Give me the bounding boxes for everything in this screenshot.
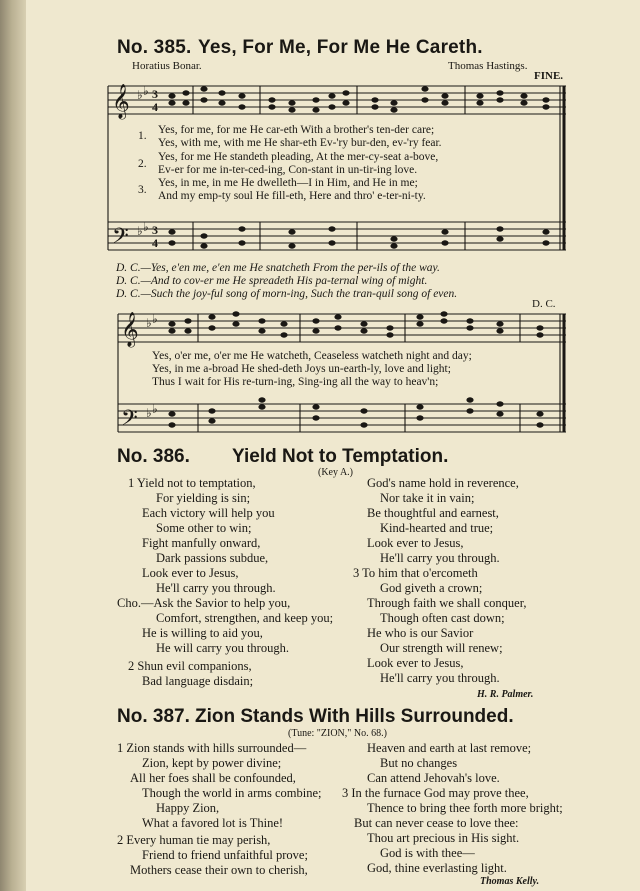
dc-line: D. C.—Yes, e'en me, e'en me He snatcheth From the per-ils of the way. bbox=[116, 262, 440, 274]
svg-text:4: 4 bbox=[152, 100, 158, 114]
svg-text:♭: ♭ bbox=[137, 88, 143, 102]
verse-line: God's name hold in reverence, bbox=[367, 476, 519, 490]
svg-text:♭: ♭ bbox=[146, 406, 152, 420]
verse-line: 1 Zion stands with hills surrounded— bbox=[117, 741, 307, 755]
lyric-line: And my emp-ty soul He fill-eth, Here and thro' e-ter-ni-ty. bbox=[158, 190, 426, 202]
svg-text:♭: ♭ bbox=[143, 220, 149, 234]
svg-text:𝄢: 𝄢 bbox=[121, 406, 138, 436]
fine-marking: FINE. bbox=[534, 70, 564, 82]
verse-line: Through faith we shall conquer, bbox=[367, 596, 527, 610]
lyric-line: Yes, for me, for me He car-eth With a brother's ten-der care; bbox=[158, 124, 435, 136]
svg-text:♭: ♭ bbox=[143, 84, 149, 98]
verse-line: Bad language disdain; bbox=[142, 674, 254, 688]
chorus-line: Comfort, strengthen, and keep you; bbox=[156, 611, 334, 625]
verse-line: Kind-hearted and true; bbox=[380, 521, 494, 535]
verse-line: God is with thee— bbox=[380, 846, 475, 860]
hymn-387-tune: (Tune: "ZION," No. 68.) bbox=[288, 728, 387, 739]
verse-line: Some other to win; bbox=[156, 521, 252, 535]
verse-line: Nor take it in vain; bbox=[380, 491, 475, 505]
verse-line: Thou art precious in His sight. bbox=[367, 831, 520, 845]
verse-line: Look ever to Jesus, bbox=[367, 656, 464, 670]
verse-line: 2 Every human tie may perish, bbox=[117, 833, 271, 847]
lyric-line: Thus I wait for His re-turn-ing, Sing-ing all the way to heav'n; bbox=[152, 376, 439, 388]
verse-line: Look ever to Jesus, bbox=[142, 566, 239, 580]
lyric-line: Yes, for me He standeth pleading, At the mer-cy-seat a-bove, bbox=[158, 151, 439, 163]
hymn-385-author: Horatius Bonar. bbox=[132, 60, 202, 72]
svg-text:♭: ♭ bbox=[137, 224, 143, 238]
svg-text:𝄞: 𝄞 bbox=[121, 312, 139, 347]
hymn-385-number: No. 385. bbox=[117, 37, 192, 58]
verse-line: He'll carry you through. bbox=[380, 671, 500, 685]
dc-marking: D. C. bbox=[532, 298, 556, 310]
verse-line: Happy Zion, bbox=[156, 801, 220, 815]
verse-line: Heaven and earth at last remove; bbox=[367, 741, 532, 755]
verse-line: Zion, kept by power divine; bbox=[142, 756, 282, 770]
verse-line: Friend to friend unfaithful prove; bbox=[142, 848, 308, 862]
verse-line: 3 To him that o'ercometh bbox=[353, 566, 478, 580]
hymn-387-number: No. 387. bbox=[117, 706, 190, 727]
svg-text:3: 3 bbox=[152, 223, 158, 237]
svg-text:4: 4 bbox=[152, 236, 158, 250]
bass-staff-2 bbox=[118, 404, 566, 432]
verse-line: Can attend Jehovah's love. bbox=[367, 771, 500, 785]
chorus-line: Cho.—Ask the Savior to help you, bbox=[117, 596, 291, 610]
verse-line: He who is our Savior bbox=[367, 626, 474, 640]
verse-line: Mothers cease their own to cherish, bbox=[130, 863, 308, 877]
verse-line: Look ever to Jesus, bbox=[367, 536, 464, 550]
verse-line: God, thine everlasting light. bbox=[367, 861, 507, 875]
verse-line: He'll carry you through. bbox=[156, 581, 276, 595]
bass-staff-1 bbox=[108, 222, 566, 250]
verse-line: Our strength will renew; bbox=[380, 641, 503, 655]
hymn-385-composer: Thomas Hastings. bbox=[448, 60, 528, 72]
verse-line: But can never cease to love thee: bbox=[354, 816, 519, 830]
verse-line: Though the world in arms combine; bbox=[142, 786, 322, 800]
svg-text:♭: ♭ bbox=[146, 316, 152, 330]
chorus-line: He will carry you through. bbox=[156, 641, 289, 655]
dc-line: D. C.—Such the joy-ful song of morn-ing, Such the tran-quil song of even. bbox=[116, 288, 458, 300]
lyric-line: Yes, with me, with me He shar-eth Ev-'ry bur-den, ev-'ry fear. bbox=[158, 137, 442, 149]
lyric-line: Ev-er for me in-ter-ced-ing, Con-stant in un-tir-ing love. bbox=[158, 164, 418, 176]
verse-line: 3 In the furnace God may prove thee, bbox=[342, 786, 529, 800]
dc-line: D. C.—And to cov-er me He spreadeth His pa-ternal wing of might. bbox=[116, 275, 428, 287]
verse-number-1: 1. bbox=[138, 130, 147, 142]
svg-text:♭: ♭ bbox=[152, 402, 158, 416]
verse-line: God giveth a crown; bbox=[380, 581, 483, 595]
verse-line: For yielding is sin; bbox=[156, 491, 251, 505]
verse-line: Be thoughtful and earnest, bbox=[367, 506, 499, 520]
verse-line: 1 Yield not to temptation, bbox=[128, 476, 256, 490]
lyric-line: Yes, in me a-broad He shed-deth Joys un-earth-ly, love and light; bbox=[152, 363, 451, 375]
treble-staff-2 bbox=[118, 314, 566, 342]
verse-line: But no changes bbox=[380, 756, 458, 770]
verse-line: 2 Shun evil companions, bbox=[128, 659, 252, 673]
verse-line: Fight manfully onward, bbox=[142, 536, 261, 550]
hymn-386-author: H. R. Palmer. bbox=[477, 689, 534, 700]
hymn-387-title: Zion Stands With Hills Surrounded. bbox=[195, 706, 514, 727]
bass-clef-icon: 𝄢 bbox=[112, 224, 129, 254]
hymn-386-title: Yield Not to Temptation. bbox=[232, 446, 449, 467]
hymn-386-key: (Key A.) bbox=[318, 467, 353, 478]
verse-number-3: 3. bbox=[138, 184, 147, 196]
svg-text:♭: ♭ bbox=[152, 312, 158, 326]
verse-line: Though often cast down; bbox=[380, 611, 505, 625]
verse-line: Thence to bring thee forth more bright; bbox=[367, 801, 563, 815]
verse-line: Each victory will help you bbox=[142, 506, 275, 520]
lyric-line: Yes, in me, in me He dwelleth—I in Him, and He in me; bbox=[158, 177, 418, 189]
svg-text:3: 3 bbox=[152, 87, 158, 101]
hymn-385-title: Yes, For Me, For Me He Careth. bbox=[198, 37, 483, 58]
chorus-line: He is willing to aid you, bbox=[142, 626, 263, 640]
verse-line: Dark passions subdue, bbox=[156, 551, 269, 565]
verse-line: All her foes shall be confounded, bbox=[130, 771, 296, 785]
verse-number-2: 2. bbox=[138, 158, 147, 170]
verse-line: He'll carry you through. bbox=[380, 551, 500, 565]
treble-clef-icon: 𝄞 bbox=[112, 84, 130, 119]
hymn-387-author: Thomas Kelly. bbox=[480, 876, 540, 887]
hymn-386-number: No. 386. bbox=[117, 446, 190, 467]
lyric-line: Yes, o'er me, o'er me He watcheth, Ceaseless watcheth night and day; bbox=[152, 350, 472, 362]
verse-line: What a favored lot is Thine! bbox=[142, 816, 284, 830]
